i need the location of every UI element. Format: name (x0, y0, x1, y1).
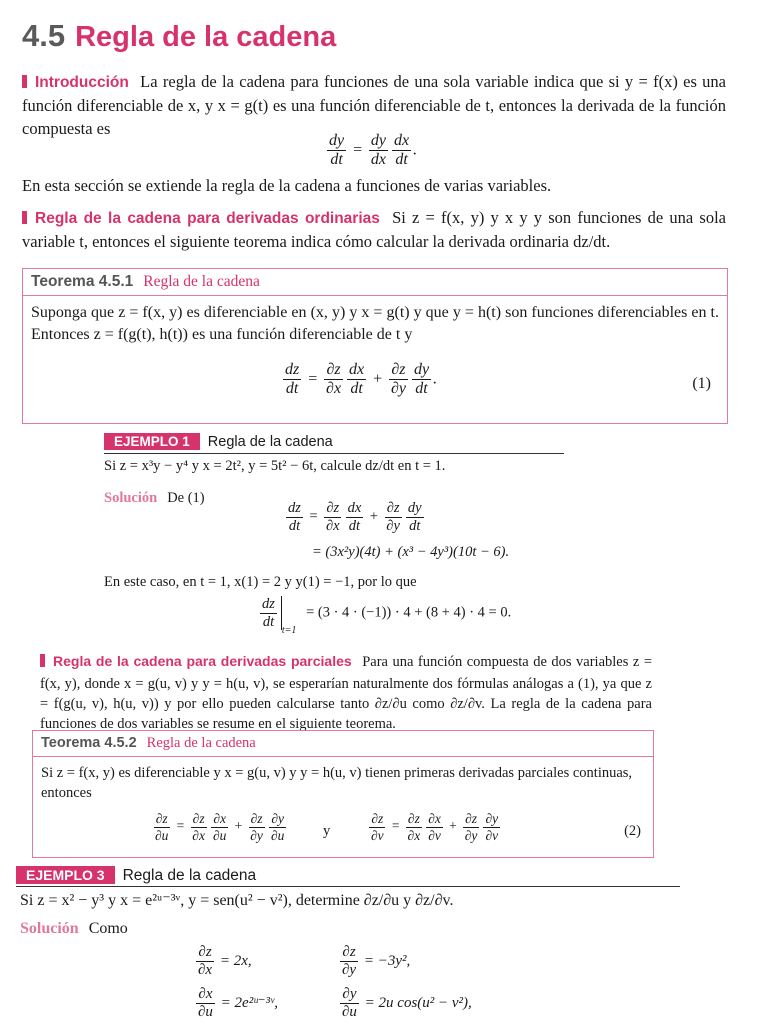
example-1-header (104, 433, 564, 454)
example-tag: EJEMPLO 1 (104, 433, 200, 450)
frac-den: ∂x (326, 380, 342, 398)
plus-sign: + (448, 818, 458, 834)
frac-num: ∂x (196, 986, 214, 1004)
frac-den: dx (370, 151, 387, 169)
frac-den: ∂x (192, 827, 205, 843)
example-tag: EJEMPLO 3 (16, 866, 115, 884)
frac-num: dy (412, 361, 431, 380)
frac-den: ∂u (270, 827, 285, 843)
frac-den: dt (350, 380, 363, 398)
frac-den: ∂y (390, 380, 406, 398)
example-3-statement: Si z = x² − y³ y x = e²ᵘ⁻³ᵛ, y = sen(u² − v²), determine ∂z/∂u y ∂z/∂v. (20, 892, 454, 909)
frac-den: ∂u (212, 827, 227, 843)
frac-num: ∂y (340, 986, 358, 1004)
example-3-dx-du (194, 986, 278, 1022)
section-header (22, 18, 336, 54)
theorem-text: Suponga que z = f(x, y) es diferenciable en (x, y) y x = g(t) y que y = h(t) son funciones diferenciables en t. Entonces z = f(g(t), h(t)) es una función diferenciable de t y (31, 304, 719, 343)
frac-den: ∂x (198, 962, 213, 979)
frac-num: ∂z (326, 500, 340, 516)
plus-sign: + (368, 508, 379, 525)
equals-sign: = (391, 818, 401, 834)
intro-text-2: En esta sección se extiende la regla de la cadena a funciones de varias variables. (22, 176, 552, 195)
frac-num: ∂z (324, 361, 342, 380)
example-title: Regla de la cadena (122, 867, 257, 884)
plus-sign: + (233, 818, 243, 834)
equals-sign: = (307, 370, 319, 388)
theorem-title: Regla de la cadena (146, 735, 256, 751)
section-number: 4.5 (22, 18, 66, 53)
frac-den: dt (409, 517, 421, 534)
example-3-header (16, 866, 680, 887)
intro-text: La regla de la cadena para funciones de una sola variable indica que si y = f(x) es una función diferenciable de x, y x = g(t) es una función diferenciable de t, entonces la derivada de la función compuesta es (22, 72, 726, 138)
solution-intro: De (1) (167, 490, 205, 506)
frac-den: ∂y (386, 517, 400, 534)
frac-den: ∂v (428, 827, 441, 843)
section-marker-icon (40, 654, 45, 667)
frac-den: ∂y (464, 827, 478, 843)
equals-sign: = (352, 141, 363, 159)
frac-num: dx (347, 361, 366, 380)
solution-intro: Como (88, 920, 128, 937)
theorem-formula-v (367, 811, 502, 843)
section-marker-icon (22, 211, 27, 224)
example-3-solution (20, 920, 128, 938)
ordinary-paragraph (22, 206, 726, 253)
example-1-evaluation (258, 596, 511, 636)
frac-den: ∂y (250, 827, 263, 843)
eval-result: = (3 · 4 · (−1)) · 4 + (8 + 4) · 4 = 0. (306, 604, 512, 621)
frac-den: ∂x (407, 827, 421, 843)
example-title: Regla de la cadena (207, 434, 333, 450)
frac-num: ∂z (196, 944, 213, 962)
section-marker-icon (22, 75, 27, 88)
frac-num: dy (369, 132, 388, 151)
frac-den: ∂x (325, 517, 340, 534)
frac-num: ∂z (192, 811, 205, 826)
theorem-conjunction: y (323, 823, 331, 839)
derivative-value: = −3y², (363, 953, 411, 970)
frac-num: ∂z (371, 811, 384, 826)
theorem-formula-u (151, 811, 288, 843)
partial-heading: Regla de la cadena para derivadas parciales (53, 653, 352, 669)
example-1-solution (104, 488, 205, 508)
solution-label: Solución (104, 490, 158, 506)
example-3-dz-dy (338, 944, 410, 980)
derivative-value: = 2u cos(u² − v²), (364, 995, 472, 1012)
frac-num: dz (288, 500, 301, 516)
frac-den: dt (288, 517, 301, 534)
frac-num: dy (327, 132, 346, 151)
theorem-title: Regla de la cadena (143, 273, 260, 290)
derivative-value: = 2e²ᵘ⁻³ᵛ, (220, 995, 278, 1012)
frac-num: ∂z (155, 811, 168, 826)
ordinary-heading: Regla de la cadena para derivadas ordinarias (35, 210, 380, 227)
theorem-header (33, 731, 653, 757)
frac-den: ∂u (198, 1004, 213, 1021)
frac-num: ∂z (389, 361, 407, 380)
frac-num: dz (262, 596, 275, 612)
frac-den: ∂y (342, 962, 357, 979)
frac-den: dt (415, 380, 428, 398)
theorem-formula (281, 361, 437, 399)
solution-label: Solución (20, 920, 79, 937)
intro-paragraph (22, 70, 726, 140)
theorem-text: Si z = f(x, y) es diferenciable y x = g(u, v) y y = h(u, v) tienen primeras derivadas parciales continuas, entonces (41, 765, 633, 801)
equals-sign: = (175, 818, 185, 834)
frac-num: ∂z (250, 811, 263, 826)
derivative-value: = 2x, (219, 953, 252, 970)
equation-number: (1) (692, 375, 711, 392)
frac-den: ∂v (485, 827, 499, 843)
frac-den: ∂u (155, 827, 169, 843)
partial-text: Para una función compuesta de dos variables z = f(x, y), donde x = g(u, v) y y = h(u, v), se esperarían naturalmente dos fórmulas análogas a (1), ya que z = f(g(u, v), h(u, v)) y por ello pueden calcularse tanto ∂z/∂u como ∂z/∂v. La regla de la cadena para funciones de dos variables se resume en el siguiente teorema. (40, 654, 653, 732)
section-title: Regla de la cadena (75, 21, 337, 53)
theorem-number: Teorema 4.5.2 (41, 735, 137, 751)
frac-den: dt (262, 613, 275, 630)
frac-num: dy (407, 500, 422, 516)
frac-den: dt (285, 380, 299, 398)
example-1-statement: Si z = x³y − y⁴ y x = 2t², y = 5t² − 6t, calcule dz/dt en t = 1. (104, 458, 446, 474)
frac-num: dx (347, 500, 362, 516)
frac-den: ∂u (342, 1004, 357, 1021)
eval-subscript: t=1 (281, 624, 297, 636)
frac-num: ∂z (386, 500, 400, 516)
frac-den: dt (330, 151, 343, 169)
plus-sign: + (372, 370, 383, 388)
frac-num: dz (283, 361, 301, 380)
theorem-box-2 (32, 730, 654, 858)
frac-num: ∂x (428, 811, 441, 826)
formula-end: . (433, 370, 438, 388)
frac-den: dt (395, 151, 408, 169)
equals-sign: = (308, 508, 319, 525)
frac-num: ∂x (213, 811, 227, 826)
frac-num: ∂z (340, 944, 357, 962)
example-3-dy-du (338, 986, 472, 1022)
frac-den: dt (348, 517, 361, 534)
ordinary-text: Si z = f(x, y) y x y y son funciones de una sola variable t, entonces el siguiente teorema indica cómo calcular la derivada ordinaria dz/dt. (22, 208, 726, 251)
example-1-line2: = (3x²y)(4t) + (x³ − 4y³)(10t − 6). (312, 544, 510, 560)
theorem-box-1 (22, 268, 728, 424)
frac-den: ∂v (371, 827, 384, 843)
frac-num: ∂y (271, 811, 284, 826)
frac-num: ∂z (407, 811, 420, 826)
example-1-note: En este caso, en t = 1, x(1) = 2 y y(1) = −1, por lo que (104, 574, 417, 590)
frac-num: ∂y (485, 811, 499, 826)
equation-number: (2) (624, 823, 641, 839)
intro-heading: Introducción (35, 74, 129, 91)
example-1-line1 (284, 500, 426, 534)
example-3-dz-dx (194, 944, 252, 980)
theorem-number: Teorema 4.5.1 (31, 273, 134, 290)
frac-num: dx (392, 132, 411, 151)
frac-num: ∂z (465, 811, 478, 826)
intro-formula (325, 132, 417, 170)
theorem-header (23, 269, 727, 296)
partial-paragraph (40, 650, 652, 734)
formula-end: . (413, 141, 418, 159)
